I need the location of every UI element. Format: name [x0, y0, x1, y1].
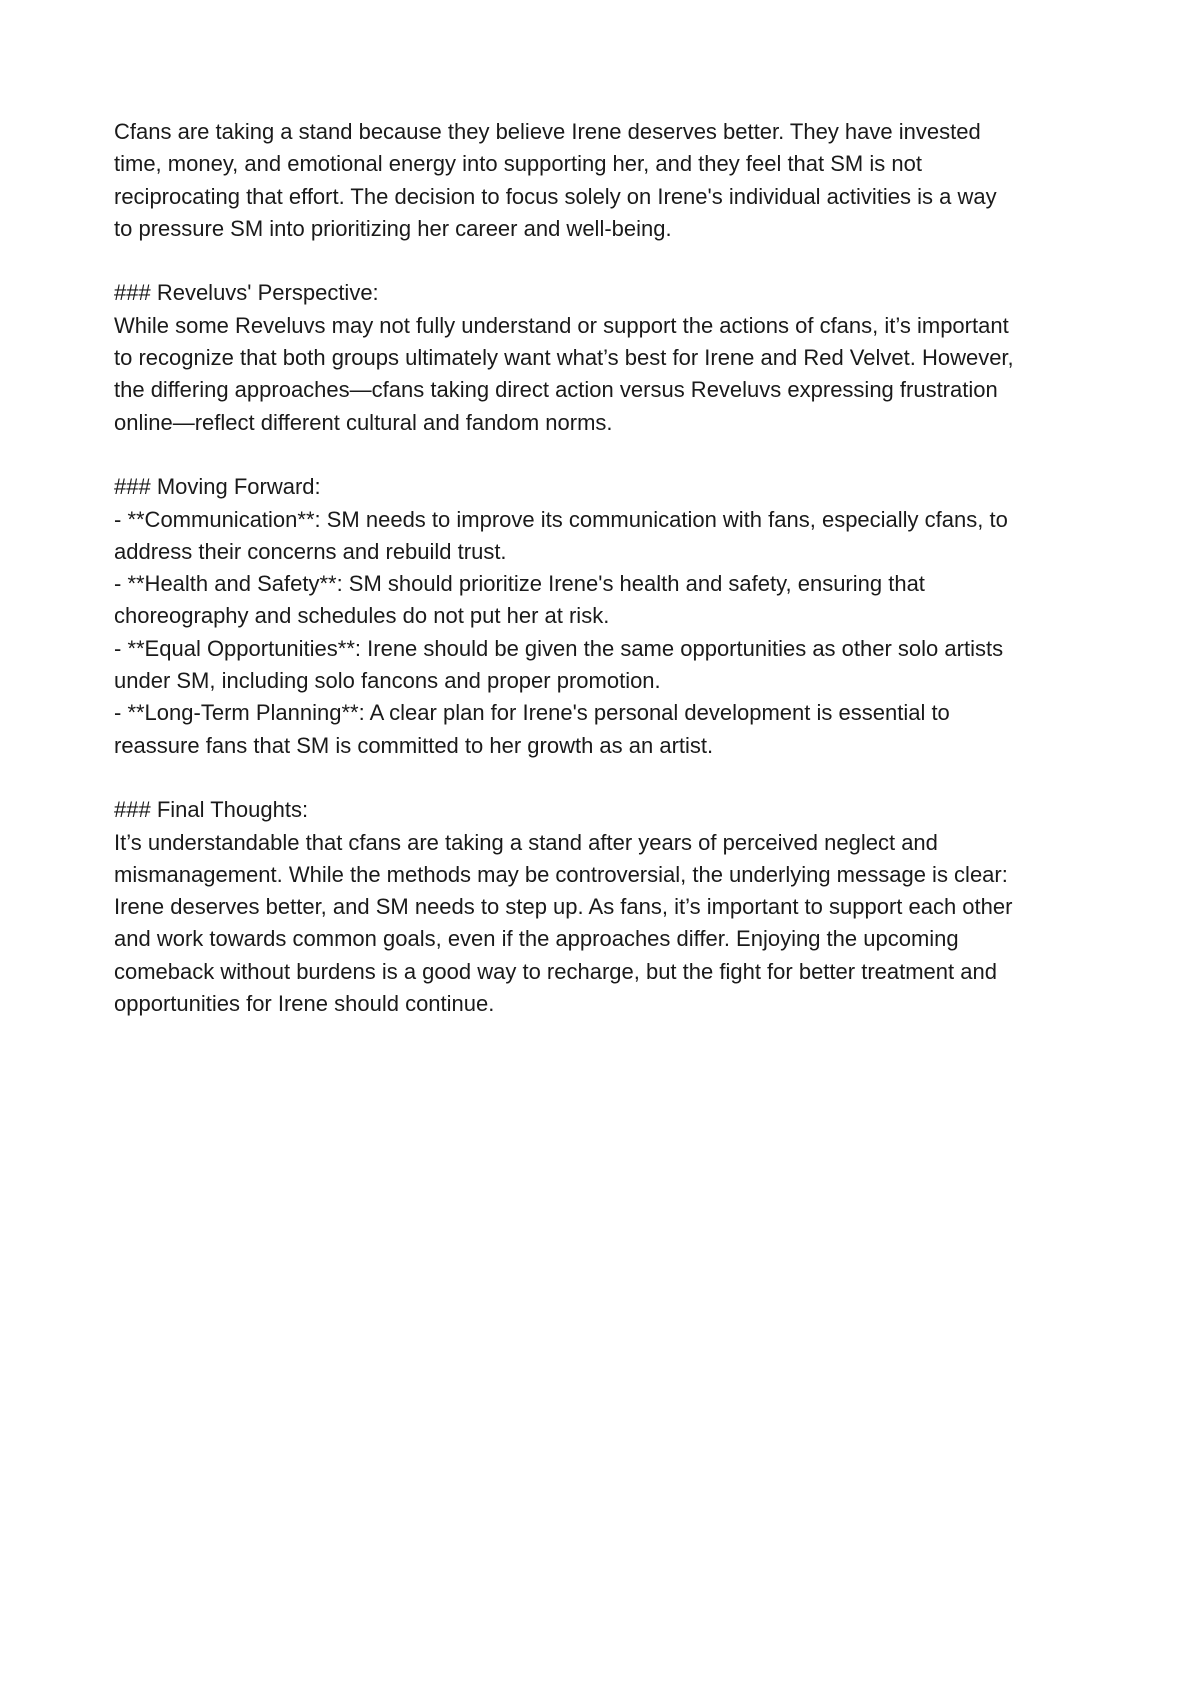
perspective-section [114, 277, 1094, 438]
list-item: - **Long-Term Planning**: A clear plan for Irene's personal development is essential to [114, 700, 950, 726]
section-heading: ### Final Thoughts: [114, 797, 309, 823]
text-line: Irene deserves better, and SM needs to step up. As fans, it’s important to support each other [114, 894, 1013, 920]
text-line: It’s understandable that cfans are taking a stand after years of perceived neglect and [114, 829, 938, 855]
text-line: While some Reveluvs may not fully understand or support the actions of cfans, it’s important [114, 312, 1009, 338]
paragraph-spacer [114, 762, 1094, 794]
list-item: - **Health and Safety**: SM should prioritize Irene's health and safety, ensuring that [114, 571, 925, 597]
moving-forward-section [114, 471, 1094, 762]
intro-paragraph [114, 116, 1094, 245]
document-body [114, 116, 1094, 1020]
text-line: comeback without burdens is a good way to recharge, but the fight for better treatment and [114, 958, 997, 984]
list-item: address their concerns and rebuild trust. [114, 538, 507, 564]
text-line: reciprocating that effort. The decision to focus solely on Irene's individual activities is a way [114, 183, 997, 209]
paragraph-spacer [114, 245, 1094, 277]
section-heading: ### Reveluvs' Perspective: [114, 280, 379, 306]
paragraph-spacer [114, 439, 1094, 471]
text-line: to pressure SM into prioritizing her career and well-being. [114, 215, 672, 241]
text-line: the differing approaches—cfans taking direct action versus Reveluvs expressing frustration [114, 377, 998, 403]
text-line: opportunities for Irene should continue. [114, 991, 495, 1017]
list-item: choreography and schedules do not put her at risk. [114, 603, 610, 629]
list-item: under SM, including solo fancons and proper promotion. [114, 668, 661, 694]
text-line: and work towards common goals, even if the approaches differ. Enjoying the upcoming [114, 926, 959, 952]
list-item: - **Equal Opportunities**: Irene should be given the same opportunities as other solo artists [114, 635, 1004, 661]
text-line: mismanagement. While the methods may be controversial, the underlying message is clear: [114, 861, 1008, 887]
text-line: Cfans are taking a stand because they believe Irene deserves better. They have invested [114, 119, 981, 144]
list-item: reassure fans that SM is committed to her growth as an artist. [114, 732, 714, 758]
text-line: time, money, and emotional energy into supporting her, and they feel that SM is not [114, 151, 922, 177]
section-heading: ### Moving Forward: [114, 474, 321, 500]
final-thoughts-section [114, 794, 1094, 1020]
text-line: online—reflect different cultural and fandom norms. [114, 409, 613, 435]
list-item: - **Communication**: SM needs to improve its communication with fans, especially cfans, to [114, 506, 1008, 532]
text-line: to recognize that both groups ultimately want what’s best for Irene and Red Velvet. However, [114, 345, 1014, 371]
